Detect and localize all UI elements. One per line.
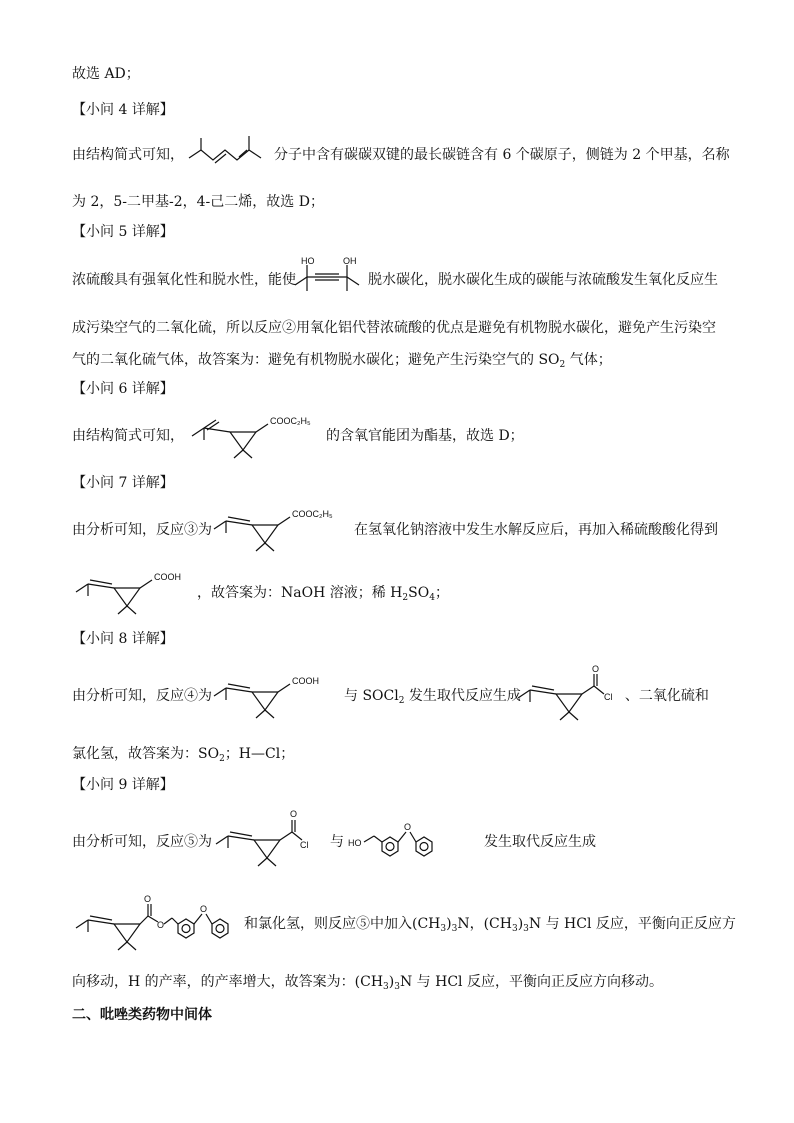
text-line: 氯化氢，故答案为：$SO_2$；H—Cl； xyxy=(72,746,295,764)
diene-structure xyxy=(185,130,265,170)
cl-label: Cl xyxy=(604,692,613,702)
section-title: 二、吡唑类药物中间体 xyxy=(72,1007,212,1023)
o-label: O xyxy=(157,920,165,930)
ester-structure xyxy=(190,410,330,460)
text-line: 浓硫酸具有强氧化性和脱水性，能使 脱水碳化，脱水碳化生成的碳能与浓硫酸发生氧化反应生 xyxy=(72,272,718,288)
ester-label: COOC₂H₅ xyxy=(292,509,333,519)
section-heading: 【小问 7 详解】 xyxy=(72,475,174,491)
cl-label: Cl xyxy=(300,840,309,850)
text-line: 向移动，H 的产率，的产率增大，故答案为：$(CH_3)_3N$ 与 HCl 反应，平衡向正反应方向移动。 xyxy=(72,974,663,992)
section-heading: 【小问 5 详解】 xyxy=(72,224,174,240)
ho-label-2: HO xyxy=(348,838,362,848)
section-heading: 【小问 8 详解】 xyxy=(72,631,174,647)
section-heading: 【小问 9 详解】 xyxy=(72,777,174,793)
phenoxybenzyl-alcohol-structure xyxy=(348,820,448,860)
cooh-label: COOH xyxy=(154,572,181,582)
text-line: 由分析可知，反应③为 在氢氧化钠溶液中发生水解反应后，再加入稀硫酸酸化得到 xyxy=(72,522,718,538)
acid-structure xyxy=(74,566,204,616)
acid-structure-2 xyxy=(212,670,342,720)
o-label: O xyxy=(592,664,600,674)
acyl-chloride-structure-2 xyxy=(214,806,324,868)
text-line: 和氯化氢，则反应⑤中加入$(CH_3)_3N$，$(CH_3)_3N$ 与 HCl 反应，平衡向正反应方 xyxy=(244,916,736,934)
ho-label: HO xyxy=(301,256,315,266)
text-line: 由分析可知，反应④为 与 SOCl$_2$ 发生取代反应生成 、二氧化硫和 xyxy=(72,688,709,706)
o-label: O xyxy=(144,894,152,904)
oh-label: OH xyxy=(343,256,357,266)
section-heading: 【小问 6 详解】 xyxy=(72,381,174,397)
text-line: ，故答案为：NaOH 溶液；稀 $H_2SO_4$； xyxy=(197,585,449,603)
diol-alkyne-structure xyxy=(293,255,363,297)
text-line: 由结构简式可知， 的含氧官能团为酯基，故选 D； xyxy=(72,428,524,444)
text-line: 由分析可知，反应⑤为 与 发生取代反应生成 xyxy=(72,834,596,850)
permethrin-ester-structure xyxy=(74,892,246,954)
ester-label: COOC₂H₅ xyxy=(270,416,311,426)
ester-structure-2 xyxy=(212,503,352,553)
text-line: 故选 AD； xyxy=(72,66,140,82)
text-line: 由结构简式可知， 分子中含有碳碳双键的最长碳链含有 6 个碳原子，侧链为 2 个甲基，名称 xyxy=(72,147,730,163)
text-line: 成污染空气的二氧化硫，所以反应②用氧化铝代替浓硫酸的优点是避免有机物脱水碳化，避免产生污染空 xyxy=(72,320,716,336)
o-label: O xyxy=(290,809,298,819)
text-line: 为 2，5-二甲基-2，4-己二烯，故选 D； xyxy=(72,194,324,210)
section-heading: 【小问 4 详解】 xyxy=(72,102,174,118)
o-label: O xyxy=(200,904,208,914)
text-line: 气的二氧化硫气体，故答案为：避免有机物脱水碳化；避免产生污染空气的 $SO_2$ 气体； xyxy=(72,352,612,370)
acyl-chloride-structure xyxy=(516,662,616,722)
o-label: O xyxy=(404,822,412,832)
cooh-label: COOH xyxy=(292,676,319,686)
